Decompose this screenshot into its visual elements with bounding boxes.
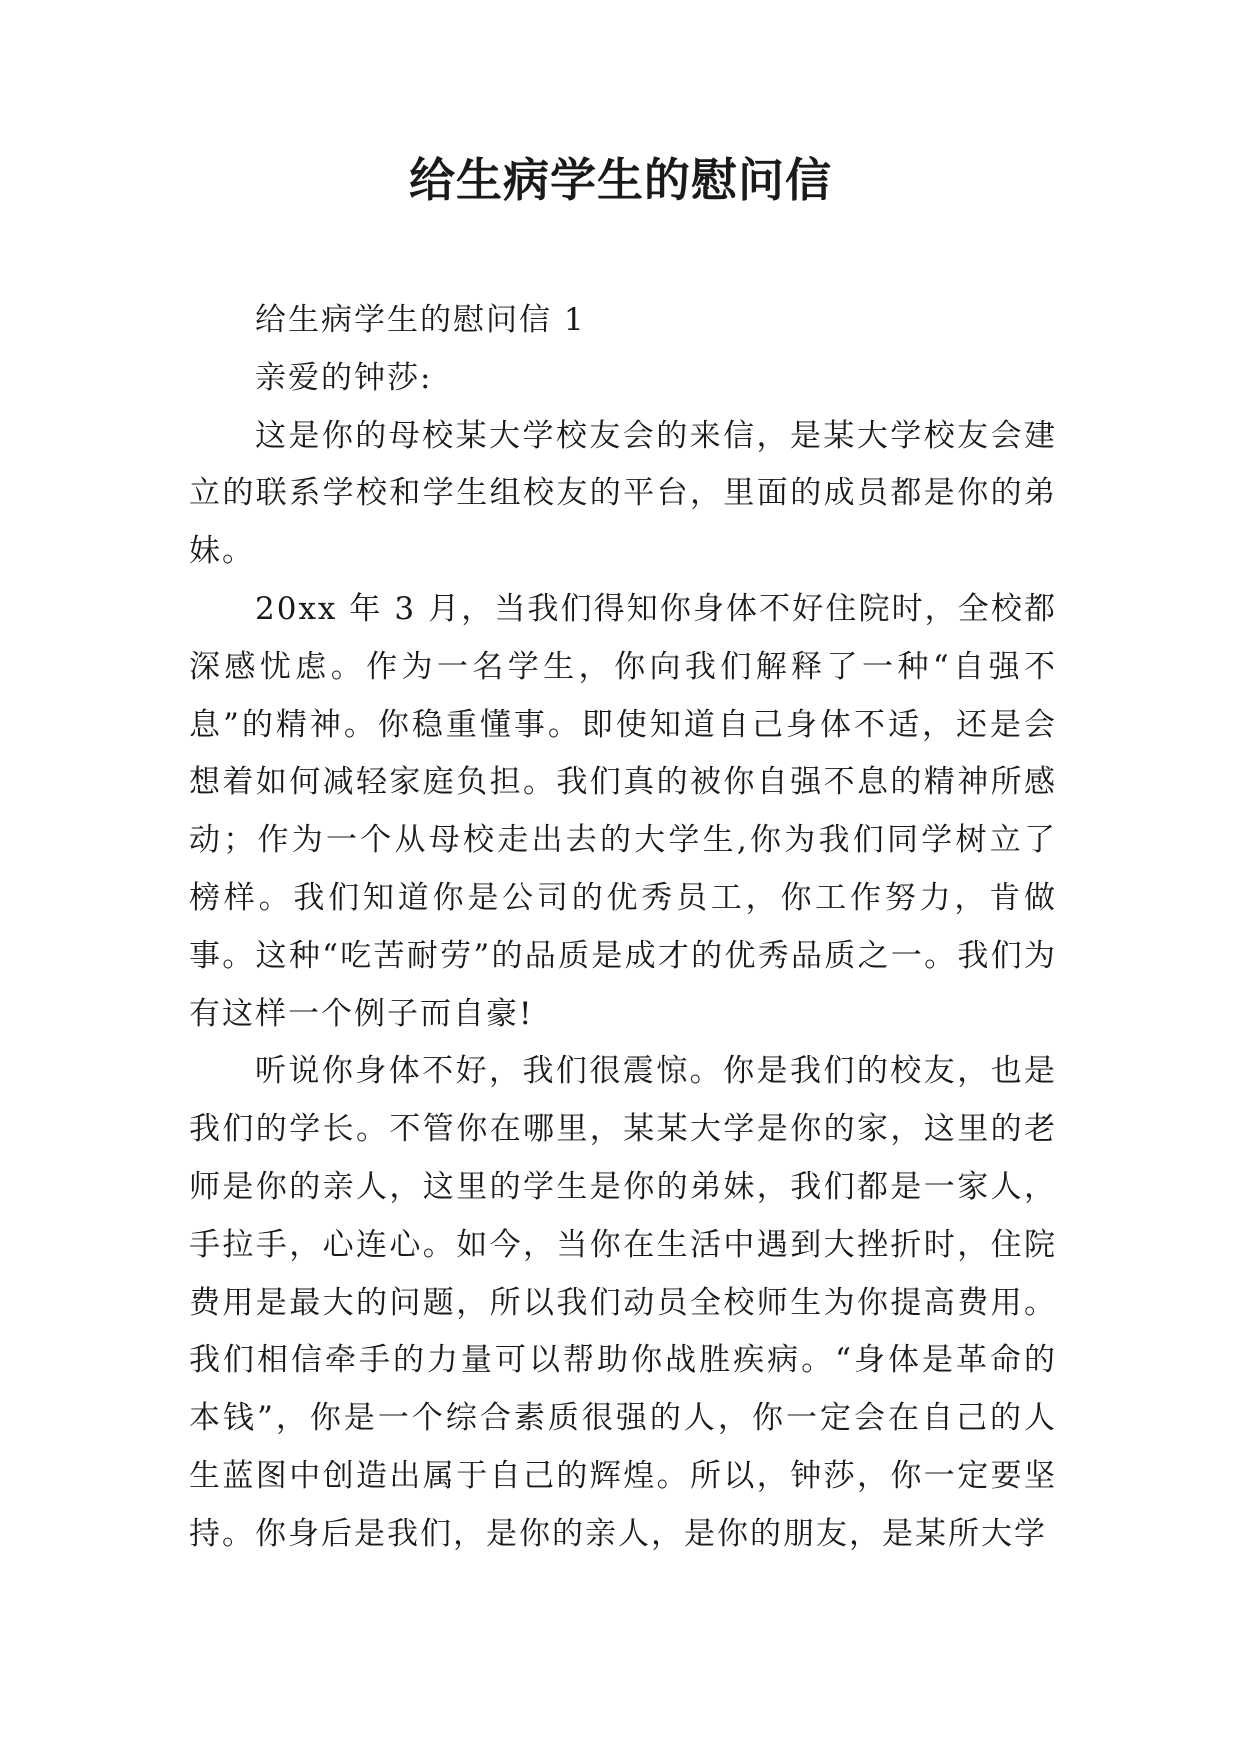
- body-paragraph-2: 20xx 年 3 月，当我们得知你身体不好住院时，全校都深感忧虑。作为一名学生，你向我们解释了一种“自强不息”的精神。你稳重懂事。即使知道自己身体不适，还是会想着如何减轻家庭负担。我们真的被你自强不息的精神所感动；作为一个从母校走出去的大学生,你为我们同学树立了榜样。我们知道你是公司的优秀员工，你工作努力，肯做事。这种“吃苦耐劳”的品质是成才的优秀品质之一。我们为有这样一个例子而自豪!: [189, 590, 1057, 1032]
- salutation: 亲爱的钟莎:: [255, 359, 433, 396]
- body-paragraph-1: 这是你的母校某大学校友会的来信，是某大学校友会建立的联系学校和学生组校友的平台，里面的成员都是你的弟妹。: [189, 417, 1057, 570]
- letter-heading: 给生病学生的慰问信 1: [255, 302, 586, 338]
- body-paragraph-3: 听说你身体不好，我们很震惊。你是我们的校友，也是我们的学长。不管你在哪里，某某大学是你的家，这里的老师是你的亲人，这里的学生是你的弟妹，我们都是一家人，手拉手，心连心。如今，当你在生活中遇到大挫折时，住院费用是最大的问题，所以我们动员全校师生为你提高费用。我们相信牵手的力量可以帮助你战胜疾病。“身体是革命的本钱”，你是一个综合素质很强的人，你一定会在自己的人生蓝图中创造出属于自己的辉煌。所以，钟莎，你一定要坚持。你身后是我们，是你的亲人，是你的朋友，是某所大学: [189, 1053, 1057, 1552]
- document-title: 给生病学生的慰问信: [409, 153, 832, 207]
- document-body: [189, 292, 1057, 1564]
